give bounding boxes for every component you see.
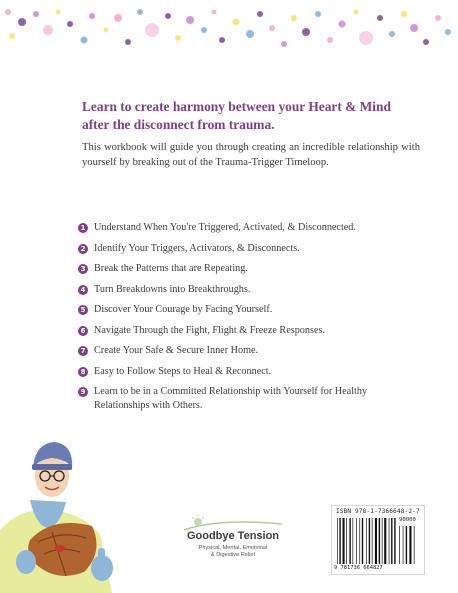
number-badge: 1	[78, 223, 88, 233]
logo-brand-name: Goodbye Tension	[186, 530, 280, 542]
headline-line-2: after the disconnect from trauma.	[82, 117, 275, 132]
confetti-dots-banner	[0, 0, 458, 60]
number-badge: 4	[78, 285, 88, 295]
list-item	[78, 242, 423, 256]
barcode-digits: 9 781736 664827	[334, 565, 383, 571]
headline	[82, 98, 412, 134]
list-item	[78, 221, 423, 235]
number-badge: 9	[78, 387, 88, 397]
intro-paragraph: This workbook will guide you through creating an incredible relationship with yourself by breaking out of the Trauma-Trigger Timeloop.	[82, 142, 420, 168]
list-item-text: Discover Your Courage by Facing Yourself.	[94, 304, 273, 315]
barcode-bars-icon	[332, 506, 424, 574]
number-badge: 7	[78, 346, 88, 356]
list-item	[78, 365, 423, 379]
logo-tagline	[178, 545, 288, 559]
list-item-text: Break the Patterns that are Repeating.	[94, 263, 248, 274]
list-item-text: Identify Your Triggers, Activators, & Disconnects.	[94, 242, 300, 254]
list-item	[78, 344, 423, 358]
list-item-text: Easy to Follow Steps to Heal & Reconnect.	[94, 365, 272, 377]
number-badge: 3	[78, 264, 88, 274]
list-item	[78, 262, 423, 276]
list-item-text: Navigate Through the Fight, Flight & Freeze Responses.	[94, 324, 325, 336]
list-item-text: Create Your Safe & Secure Inner Home.	[94, 345, 259, 356]
benefits-list	[78, 221, 423, 420]
isbn-barcode	[331, 505, 425, 575]
list-item-text: Turn Breakdowns into Breakthroughs.	[94, 283, 251, 295]
number-badge: 6	[78, 326, 88, 336]
list-item	[78, 283, 423, 297]
headline-line-1: Learn to create harmony between your Heart & Mind	[82, 99, 391, 114]
sunrise-logo-icon	[178, 512, 288, 532]
goodbye-tension-logo	[178, 512, 288, 572]
price-code: 90000	[399, 517, 416, 523]
list-item	[78, 385, 423, 413]
list-item	[78, 303, 423, 317]
logo-tagline-line-1: Physical, Mental, Emotional	[198, 545, 268, 551]
number-badge: 8	[78, 367, 88, 377]
number-badge: 2	[78, 244, 88, 254]
logo-tagline-line-2: & Digestive Relief	[210, 552, 256, 558]
author-photo	[0, 430, 130, 593]
list-item	[78, 324, 423, 338]
list-item-text: Learn to be in a Committed Relationship with Yourself for Healthy Relationships with Others.	[94, 386, 368, 411]
number-badge: 5	[78, 305, 88, 315]
list-item-text: Understand When You're Triggered, Activated, & Disconnected.	[94, 222, 356, 233]
isbn-text: ISBN 978-1-7366648-2-7	[336, 508, 420, 515]
